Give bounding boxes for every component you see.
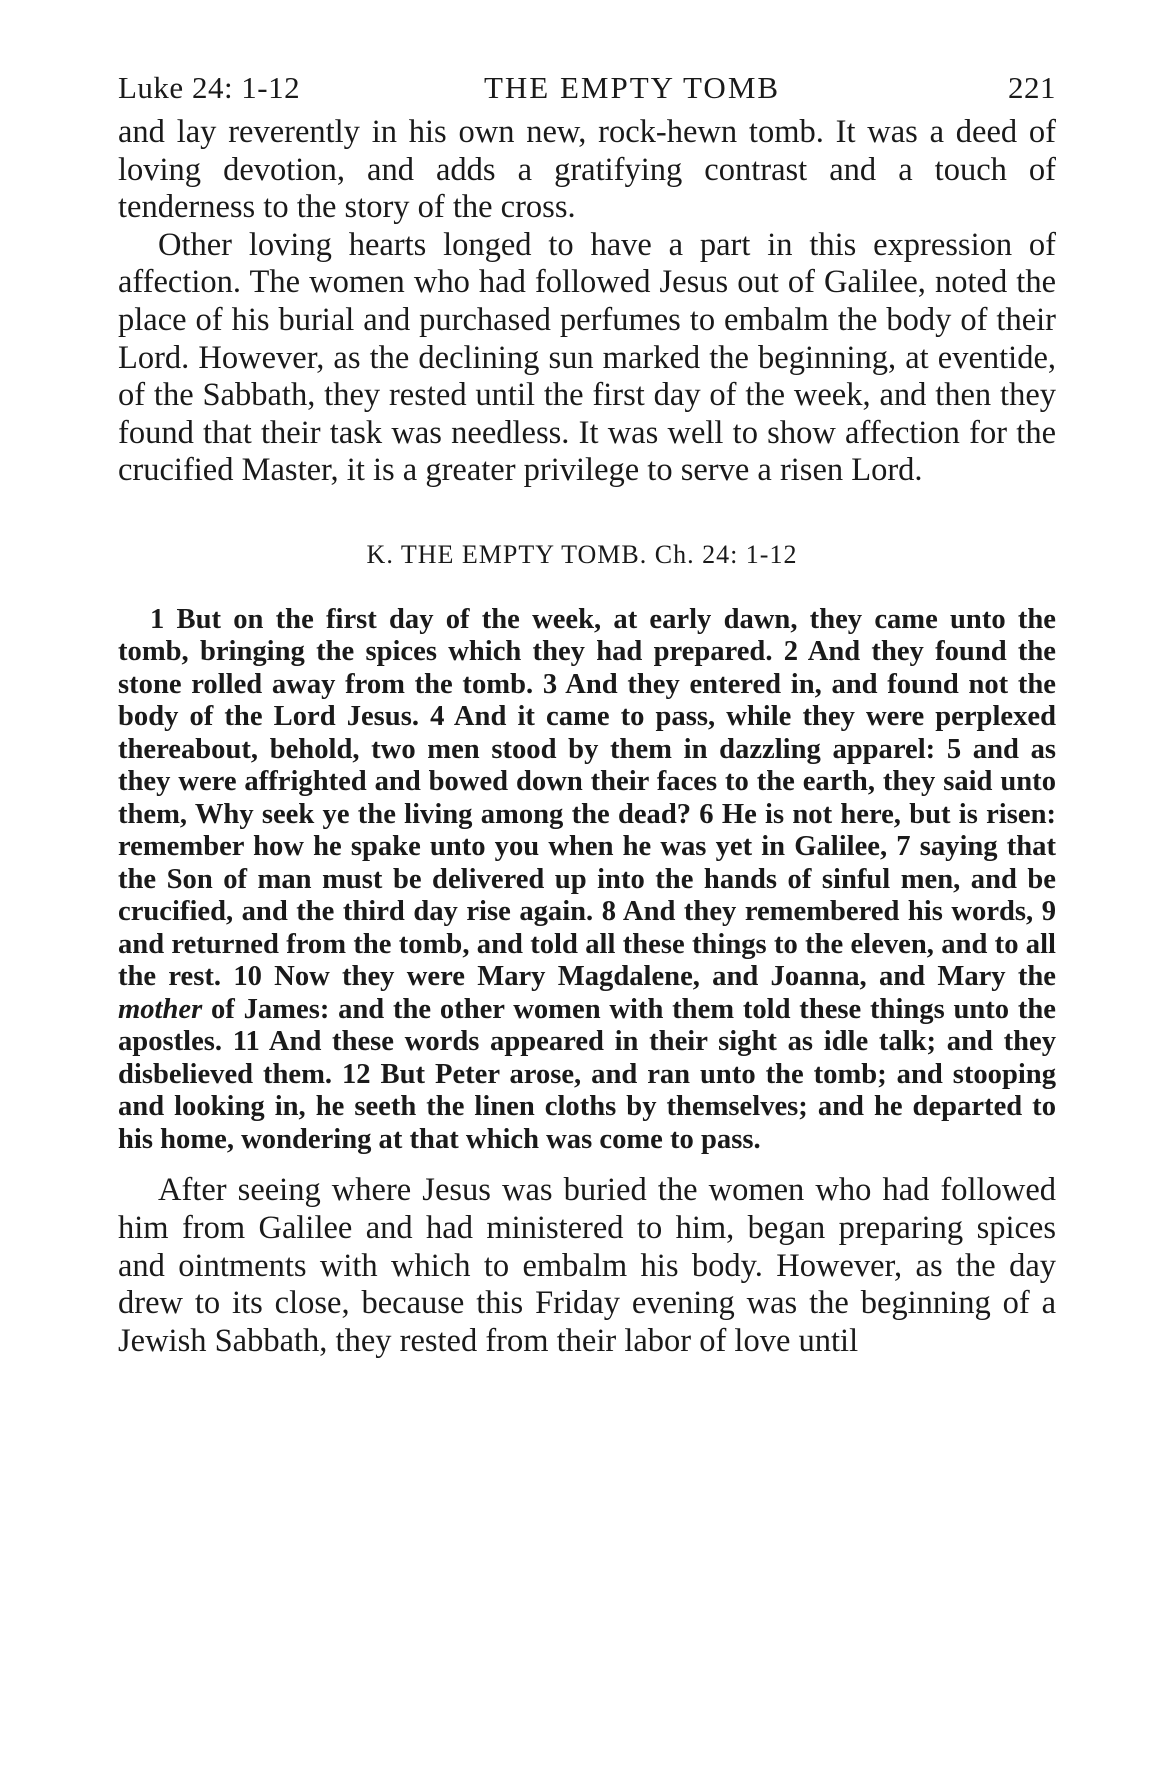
scripture-text-1: 1 But on the first day of the week, at early dawn, they came unto the tomb, bringing the spices which they had prepared. 2 And they found the stone rolled away from the tomb. 3 And they entered in, and found not the body of the Lord Jesus. 4 And it came to pass, while they were perplexed thereabout, behold, two men stood by them in dazzling apparel: 5 and as they were affrighted and bowed down their faces to the earth, they said unto them, Why seek ye the living among the dead? 6 He is not here, but is risen: remember how he spake unto you when he was yet in Galilee, 7 saying that the Son of man must be delivered up into the hands of sinful men, and be crucified, and the third day rise again. 8 And they remembered his words, 9 and returned from the tomb, and told all these things to the eleven, and to all the rest. 10 Now they were Mary Magdalene, and Joanna, and Mary the [118, 603, 1056, 993]
running-header [118, 70, 1056, 114]
commentary-paragraph-3: After seeing where Jesus was buried the women who had followed him from Galilee and had ministered to him, began preparing spices and ointments with which to embalm his body. However, as the day drew to its close, because this Friday evening was the beginning of a Jewish Sabbath, they rested from their labor of love until [118, 1172, 1056, 1359]
book-page [118, 70, 1056, 1360]
scripture-text-2: of James: and the other women with them told these things unto the apostles. 11 And these words appeared in their sight as idle talk; and they disbelieved them. 12 But Peter arose, and ran unto the tomb; and stooping and looking in, he seeth the linen cloths by themselves; and he departed to his home, wondering at that which was come to pass. [118, 993, 1056, 1155]
chapter-reference: Luke 24: 1-12 [118, 70, 301, 105]
section-heading: K. THE EMPTY TOMB. Ch. 24: 1-12 [366, 539, 798, 569]
scripture-passage [118, 604, 1056, 1157]
commentary-paragraph-2: Other loving hearts longed to have a part in this expression of affection. The women who had followed Jesus out of Galilee, noted the place of his burial and purchased perfumes to embalm the body of their Lord. However, as the declining sun marked the beginning, at eventide, of the Sabbath, they rested until the first day of the week, and then they found that their task was needless. It was well to show affection for the crucified Master, it is a greater privilege to serve a risen Lord. [118, 226, 1056, 489]
scripture-italic-word: mother [118, 993, 203, 1025]
running-title: THE EMPTY TOMB [483, 70, 781, 105]
commentary-paragraph-1: and lay reverently in his own new, rock-hewn tomb. It was a deed of loving devotion, and adds a gratifying contrast and a touch of tenderness to the story of the cross. [118, 114, 1056, 226]
page-number: 221 [1008, 70, 1056, 105]
